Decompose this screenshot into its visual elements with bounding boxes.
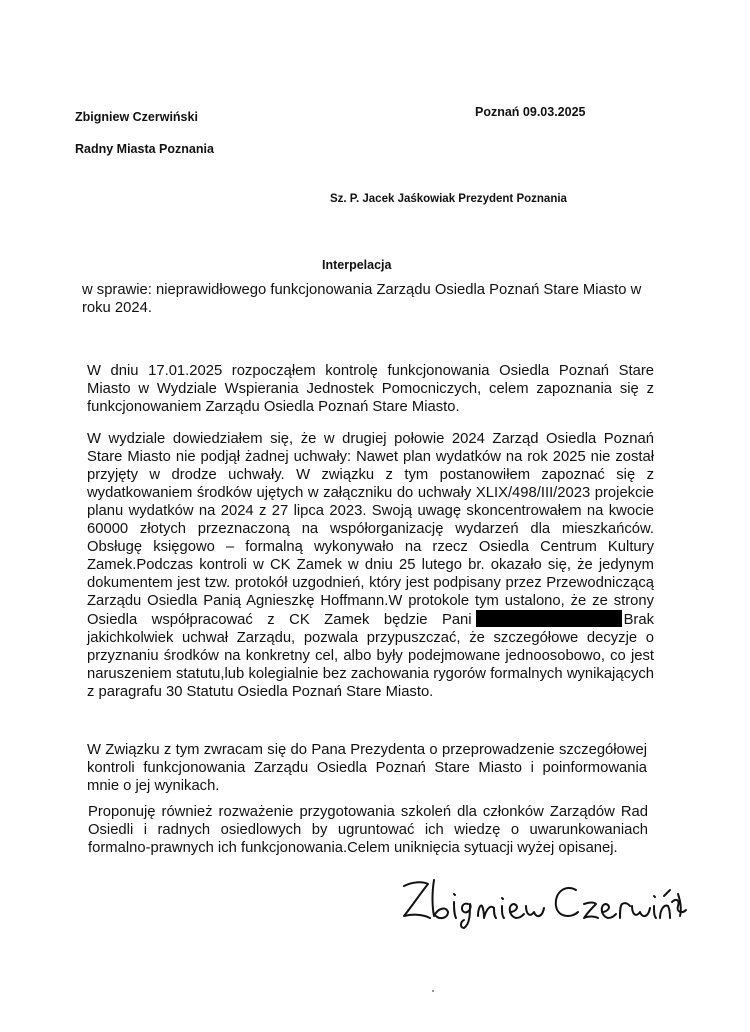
paragraph-findings-part1: W wydziale dowiedziałem się, że w drugiej połowie 2024 Zarząd Osiedla Poznań Stare Miasto nie podjął żadnej uchwały: Nawet plan wydatków na rok 2025 nie został przyjęty w drodze uchwały. W związku z tym postanowiłem zapoznać się z wydatkowaniem środków ujętych w załączniku do uchwały XLIX/498/III/2023 projekcie planu wydatków na 2024 z 27 lipca 2023. Swoją uwagę skoncentrowałem na kwocie 60000 złotych przeznaczoną na współorganizację wydarzeń dla mieszkańców. Obsługę księgowo – formalną wykonywało na rzecz Osiedla Centrum Kultury Zamek.Podczas kontroli w CK Zamek w dniu 25 lutego br. okazało się, że jedynym dokumentem jest tzw. protokół uzgodnień, który jest podpisany przez Przewodniczącą Zarządu Osiedla Panią Agnieszkę Hoffmann.W protokole tym ustalono, że ze strony Osiedla współpracować z CK Zamek będzie Pani — [87, 431, 654, 628]
addressee: Sz. P. Jacek Jaśkowiak Prezydent Poznania — [330, 193, 567, 205]
redaction-box — [476, 610, 622, 627]
paragraph-findings-part2: Brak jakichkolwiek uchwał Zarządu, pozwala przypuszczać, że szczegółowe decyzje o przyznaniu środków na konkretny cel, albo były podejmowane jednoosobowo, co jest naruszeniem statutu,lub kolegialnie bez zachowania rygorów formalnych wynikających z paragrafu 30 Statutu Osiedla Poznań Stare Miasto. — [87, 612, 654, 700]
paragraph-findings — [87, 430, 654, 701]
paragraph-proposal: Proponuję również rozważenie przygotowania szkoleń dla członków Zarządów Rad Osiedli i radnych osiedlowych by ugruntować ich wiedzę o uwarunkowaniach formalno-prawnych ich funkcjonowania.Celem uniknięcia sytuacji wyżej opisanej. — [88, 804, 648, 856]
author-role: Radny Miasta Poznania — [75, 142, 214, 156]
paragraph-control-start: W dniu 17.01.2025 rozpocząłem kontrolę funkcjonowania Osiedla Poznań Stare Miasto w Wydziale Wspierania Jednostek Pomocniczych, celem zapoznania się z funkcjonowaniem Zarządu Osiedla Poznań Stare Miasto. — [87, 363, 654, 415]
place-date: Poznań 09.03.2025 — [475, 105, 586, 119]
author-name: Zbigniew Czerwiński — [75, 110, 198, 124]
scan-speck — [432, 990, 434, 992]
subject-line: w sprawie: nieprawidłowego funkcjonowania Zarządu Osiedla Poznań Stare Miasto w roku 2024. — [82, 282, 642, 316]
handwritten-signature — [398, 872, 688, 932]
document-title: Interpelacja — [322, 258, 392, 272]
paragraph-request: W Związku z tym zwracam się do Pana Prezydenta o przeprowadzenie szczegółowej kontroli funkcjonowania Zarządu Osiedla Poznań Stare Miasto i poinformowania mnie o jej wynikach. — [87, 742, 647, 794]
